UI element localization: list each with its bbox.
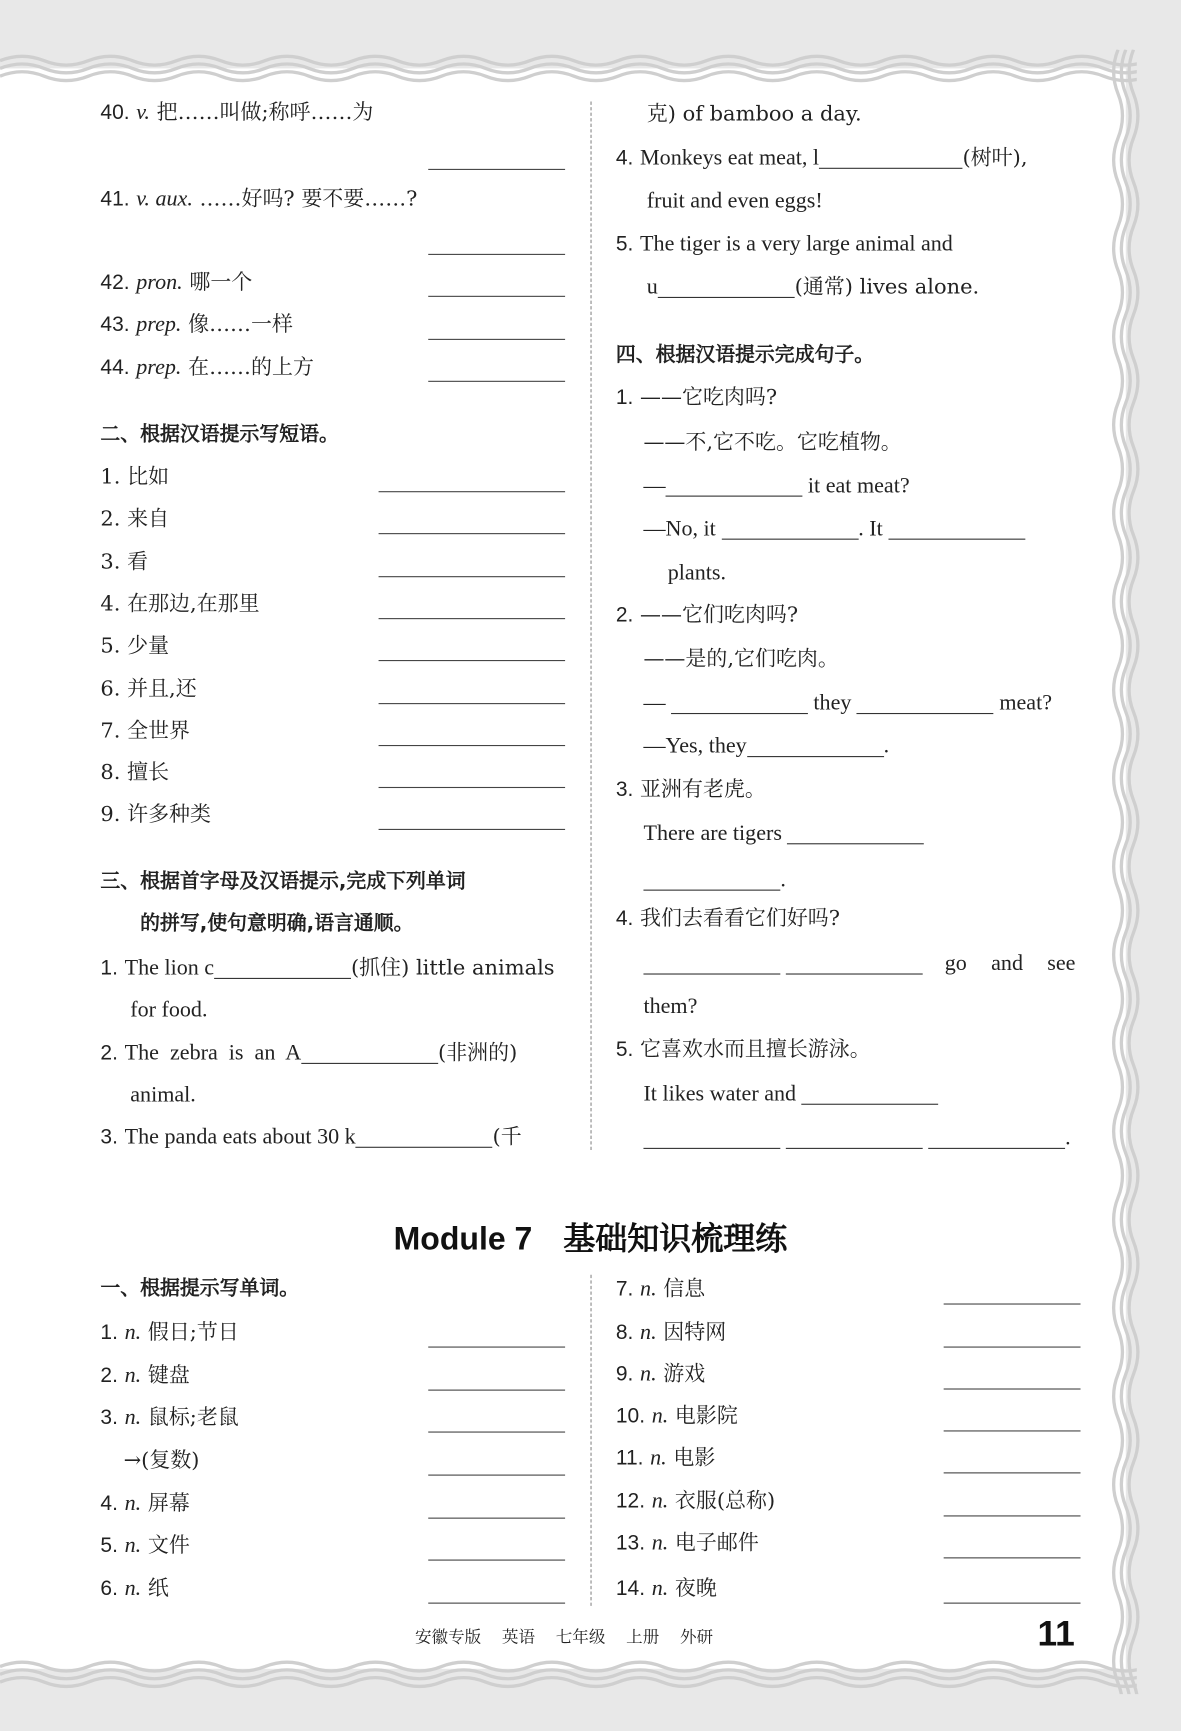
s5-line bbox=[643, 1125, 1070, 1151]
part-of-speech: n. bbox=[640, 1320, 657, 1345]
item-text: . bbox=[780, 867, 786, 892]
q5-cont bbox=[647, 274, 979, 300]
item-number: 5. bbox=[615, 1038, 634, 1062]
answer-blank[interactable] bbox=[379, 491, 566, 492]
answer-blank[interactable] bbox=[214, 956, 351, 979]
item-text: 电影 bbox=[673, 1445, 716, 1471]
answer-blank[interactable] bbox=[379, 703, 566, 704]
answer-blank[interactable] bbox=[428, 296, 565, 297]
item-text: 电影院 bbox=[674, 1403, 738, 1429]
answer-blank[interactable] bbox=[802, 1082, 939, 1105]
phrase-item: 4. 在那边,在那里 bbox=[100, 591, 260, 616]
item-text: — bbox=[643, 473, 666, 498]
part-of-speech: n. bbox=[640, 1276, 657, 1302]
item-text: 像……一样 bbox=[188, 312, 293, 337]
item-number: 3. bbox=[100, 1406, 118, 1430]
item-text: 在……的上方 bbox=[188, 355, 314, 380]
q5 bbox=[616, 231, 953, 259]
item-text: It likes water and bbox=[643, 1081, 797, 1106]
item-number: 44. bbox=[100, 356, 130, 380]
q4 bbox=[616, 145, 1028, 173]
item-text: plants. bbox=[667, 560, 726, 585]
item-number: 1. bbox=[100, 1321, 118, 1345]
phrase-item: 5. 少量 bbox=[100, 633, 170, 658]
answer-blank[interactable] bbox=[643, 951, 780, 974]
answer-blank[interactable] bbox=[658, 275, 795, 298]
item-text: —Yes, they bbox=[643, 733, 747, 759]
word-item bbox=[100, 1490, 189, 1518]
answer-blank[interactable] bbox=[379, 660, 566, 661]
item-number: 11. bbox=[615, 1446, 644, 1471]
s5-line bbox=[643, 1081, 938, 1107]
word-item bbox=[616, 1276, 705, 1304]
answer-blank[interactable] bbox=[819, 146, 962, 169]
item-text-cont: animal. bbox=[130, 1082, 196, 1108]
answer-blank[interactable] bbox=[428, 169, 565, 170]
part-of-speech: v. bbox=[136, 100, 150, 125]
item-number: 3. bbox=[615, 778, 634, 802]
item-number: 41. bbox=[100, 187, 130, 211]
item-number: 1. bbox=[100, 956, 118, 981]
item-number: 1. bbox=[615, 386, 634, 410]
item-text: 键盘 bbox=[147, 1363, 190, 1388]
item-text: and bbox=[991, 951, 1024, 976]
word-item bbox=[616, 1403, 738, 1431]
answer-blank[interactable] bbox=[928, 1126, 1065, 1149]
answer-blank[interactable] bbox=[428, 1560, 565, 1561]
answer-blank[interactable] bbox=[944, 1603, 1081, 1604]
answer-blank[interactable] bbox=[428, 1475, 565, 1476]
answer-blank[interactable] bbox=[356, 1125, 493, 1148]
module-title-cn: 基础知识梳理练 bbox=[563, 1221, 788, 1258]
item-text: them? bbox=[643, 994, 698, 1019]
answer-blank[interactable] bbox=[428, 1390, 565, 1391]
answer-blank[interactable] bbox=[428, 254, 565, 255]
section-2-header: 二、根据汉语提示写短语。 bbox=[100, 422, 339, 446]
item-number: 13. bbox=[615, 1531, 646, 1556]
item-text: →(复数) bbox=[123, 1448, 200, 1473]
part-of-speech: n. bbox=[124, 1491, 142, 1516]
answer-blank[interactable] bbox=[786, 1126, 923, 1149]
item-text-cont: for food. bbox=[130, 997, 208, 1023]
answer-blank[interactable] bbox=[379, 576, 566, 577]
item-text: u bbox=[646, 274, 658, 300]
s3-prompt bbox=[616, 776, 766, 804]
item-text: The zebra is an A bbox=[124, 1040, 302, 1066]
section-3-header-cont: 的拼写,使句意明确,语言通顺。 bbox=[140, 911, 414, 935]
item-number: 4. bbox=[615, 907, 634, 931]
answer-blank[interactable] bbox=[666, 473, 803, 496]
s4-line bbox=[643, 950, 1075, 976]
item-number: 3. bbox=[100, 1125, 118, 1149]
word-item bbox=[616, 1361, 705, 1389]
answer-blank[interactable] bbox=[786, 951, 923, 974]
item-text: go bbox=[944, 951, 967, 976]
phrase-item: 6. 并且,还 bbox=[100, 676, 197, 701]
answer-blank[interactable] bbox=[428, 339, 565, 340]
item-number: 6. bbox=[100, 1577, 118, 1601]
item-text: (通常) lives alone. bbox=[794, 274, 980, 300]
sec3-q3 bbox=[100, 1124, 521, 1152]
part-of-speech: n. bbox=[640, 1361, 657, 1387]
item-number: 42. bbox=[100, 271, 130, 295]
s3-line bbox=[643, 866, 785, 892]
s2-prompt bbox=[616, 602, 798, 630]
item-text: ——它吃肉吗? bbox=[640, 385, 778, 410]
s4-prompt bbox=[616, 905, 840, 933]
item-text: 文件 bbox=[147, 1533, 190, 1558]
part-of-speech: n. bbox=[124, 1533, 142, 1558]
answer-blank[interactable] bbox=[643, 868, 780, 891]
footer-info: 安徽专版 英语 七年级 上册 外研 bbox=[414, 1626, 714, 1647]
module-title bbox=[0, 1214, 1181, 1259]
item-text: 屏幕 bbox=[147, 1491, 190, 1516]
item-text: 把……叫做;称呼……为 bbox=[156, 100, 374, 125]
sec3-q2 bbox=[100, 1040, 517, 1068]
answer-blank[interactable] bbox=[379, 745, 566, 746]
item-text: (非洲的) bbox=[438, 1040, 518, 1066]
item-number: 40. bbox=[100, 101, 130, 125]
answer-blank[interactable] bbox=[379, 618, 566, 619]
item-text: 电子邮件 bbox=[674, 1530, 759, 1556]
answer-blank[interactable] bbox=[747, 734, 884, 757]
part-of-speech: n. bbox=[650, 1445, 667, 1471]
item-text: 假日;节日 bbox=[147, 1320, 239, 1345]
item-text: There are tigers bbox=[643, 821, 782, 846]
item-number: 2. bbox=[100, 1364, 118, 1388]
section-4-header: 四、根据汉语提示完成句子。 bbox=[615, 343, 875, 367]
answer-blank[interactable] bbox=[888, 517, 1025, 540]
bottom-wavy-border bbox=[0, 1656, 1137, 1700]
item-text: ……好吗? 要不要……? bbox=[199, 186, 418, 211]
part-of-speech: n. bbox=[651, 1576, 669, 1601]
answer-blank[interactable] bbox=[944, 1472, 1081, 1473]
right-wavy-border bbox=[1109, 50, 1142, 1695]
item-text: 鼠标;老鼠 bbox=[147, 1405, 239, 1430]
phrase-item: 2. 来自 bbox=[100, 506, 170, 531]
answer-blank[interactable] bbox=[944, 1557, 1081, 1558]
item-number: 12. bbox=[615, 1489, 646, 1514]
word-item bbox=[100, 1532, 189, 1560]
word-item bbox=[100, 1404, 238, 1432]
item-number: 2. bbox=[100, 1041, 118, 1066]
answer-blank[interactable] bbox=[944, 1388, 1081, 1389]
item-text: it eat meat? bbox=[807, 473, 910, 498]
item-text: see bbox=[1047, 951, 1076, 976]
phrase-item: 1. 比如 bbox=[100, 464, 170, 489]
item-text: 衣服(总称) bbox=[674, 1488, 776, 1514]
answer-blank[interactable] bbox=[379, 829, 566, 830]
item-text: 游戏 bbox=[663, 1361, 706, 1387]
phrase-item: 9. 许多种类 bbox=[100, 802, 211, 827]
item-text: . It bbox=[858, 516, 883, 541]
sec3-q1 bbox=[100, 955, 554, 983]
word-item bbox=[616, 1575, 717, 1603]
answer-blank[interactable] bbox=[944, 1430, 1081, 1431]
part-of-speech: n. bbox=[651, 1403, 669, 1429]
part-of-speech: n. bbox=[651, 1530, 669, 1556]
item-number: 4. bbox=[615, 146, 634, 170]
s1-prompt bbox=[616, 384, 777, 412]
q44 bbox=[100, 354, 314, 382]
part-of-speech: n. bbox=[124, 1576, 142, 1601]
word-item bbox=[616, 1445, 715, 1473]
answer-blank[interactable] bbox=[379, 533, 566, 534]
item-number: 4. bbox=[100, 1492, 118, 1516]
item-text: The lion c bbox=[124, 955, 215, 981]
s2-line bbox=[643, 733, 889, 759]
item-text: The tiger is a very large animal and bbox=[640, 231, 953, 257]
item-text: ——不,它不吃。它吃植物。 bbox=[643, 430, 902, 455]
item-text: they bbox=[813, 690, 852, 716]
item-text: Monkeys eat meat, l bbox=[640, 145, 820, 170]
answer-blank[interactable] bbox=[428, 1518, 565, 1519]
answer-blank[interactable] bbox=[944, 1347, 1081, 1348]
answer-blank[interactable] bbox=[671, 691, 808, 714]
s2-line bbox=[643, 690, 1052, 716]
part-of-speech: prep. bbox=[136, 355, 182, 380]
word-item bbox=[100, 1362, 189, 1390]
item-number: 8. bbox=[615, 1321, 634, 1345]
q40 bbox=[100, 99, 373, 127]
item-text-cont: 克) of bamboo a day. bbox=[646, 101, 862, 126]
word-item bbox=[100, 1575, 168, 1603]
q42 bbox=[100, 269, 252, 297]
word-item bbox=[616, 1488, 775, 1516]
section-3-header: 三、根据首字母及汉语提示,完成下列单词 bbox=[100, 869, 466, 893]
part-of-speech: pron. bbox=[136, 270, 183, 295]
item-text: ——是的,它们吃肉。 bbox=[643, 646, 839, 672]
column-divider bbox=[590, 1275, 591, 1606]
phrase-item: 7. 全世界 bbox=[100, 718, 191, 743]
word-item bbox=[100, 1319, 238, 1347]
item-text: ——它们吃肉吗? bbox=[640, 602, 799, 627]
item-number: 5. bbox=[100, 1534, 118, 1558]
part-of-speech: n. bbox=[124, 1405, 142, 1430]
q41 bbox=[100, 185, 417, 213]
word-item bbox=[124, 1447, 200, 1475]
item-text: (抓住) little animals bbox=[350, 955, 555, 981]
item-text: . bbox=[1065, 1125, 1071, 1151]
answer-blank[interactable] bbox=[428, 1347, 565, 1348]
answer-blank[interactable] bbox=[787, 821, 924, 844]
phrase-item: 3. 看 bbox=[100, 549, 149, 574]
part-of-speech: v. aux. bbox=[136, 186, 193, 211]
column-divider bbox=[590, 102, 591, 1151]
item-text-cont: fruit and even eggs! bbox=[646, 188, 823, 214]
item-number: 43. bbox=[100, 313, 130, 337]
item-text: (千 bbox=[492, 1124, 522, 1149]
top-wavy-border bbox=[0, 50, 1137, 94]
answer-blank[interactable] bbox=[428, 1431, 565, 1432]
answer-blank[interactable] bbox=[944, 1303, 1081, 1304]
item-text: — bbox=[643, 690, 666, 716]
answer-blank[interactable] bbox=[428, 381, 565, 382]
item-text: 信息 bbox=[663, 1276, 706, 1302]
module-title-en: Module 7 bbox=[393, 1221, 533, 1258]
item-text: meat? bbox=[999, 690, 1053, 716]
answer-blank[interactable] bbox=[379, 787, 566, 788]
answer-blank[interactable] bbox=[428, 1603, 565, 1604]
module-section-1-header: 一、根据提示写单词。 bbox=[100, 1276, 300, 1301]
item-number: 5. bbox=[615, 232, 634, 257]
item-number: 2. bbox=[615, 603, 634, 627]
s1-line bbox=[643, 472, 909, 498]
s5-prompt bbox=[616, 1036, 871, 1064]
answer-blank[interactable] bbox=[301, 1041, 438, 1064]
page-number: 11 bbox=[1037, 1613, 1075, 1654]
part-of-speech: n. bbox=[124, 1363, 142, 1388]
phrase-item: 8. 擅长 bbox=[100, 760, 170, 785]
part-of-speech: n. bbox=[124, 1320, 142, 1345]
answer-blank[interactable] bbox=[944, 1515, 1081, 1516]
s1-line bbox=[643, 515, 1025, 541]
item-number: 9. bbox=[615, 1363, 634, 1387]
item-text: 我们去看看它们好吗? bbox=[640, 906, 841, 931]
word-item bbox=[616, 1530, 759, 1558]
item-text: 夜晚 bbox=[674, 1576, 717, 1601]
q43 bbox=[100, 311, 293, 339]
word-item bbox=[616, 1319, 726, 1347]
item-text: The panda eats about 30 k bbox=[124, 1124, 356, 1149]
item-text: 它喜欢水而且擅长游泳。 bbox=[640, 1037, 871, 1062]
part-of-speech: n. bbox=[651, 1488, 669, 1514]
answer-blank[interactable] bbox=[857, 691, 994, 714]
item-text: (树叶), bbox=[962, 145, 1028, 170]
item-number: 10. bbox=[615, 1405, 646, 1429]
item-text: 亚洲有老虎。 bbox=[640, 777, 766, 802]
item-text: . bbox=[883, 733, 890, 759]
item-text: 纸 bbox=[147, 1576, 169, 1601]
s3-line bbox=[643, 820, 924, 846]
answer-blank[interactable] bbox=[643, 1126, 780, 1149]
item-number: 14. bbox=[615, 1577, 646, 1601]
answer-blank[interactable] bbox=[721, 517, 858, 540]
part-of-speech: prep. bbox=[136, 312, 182, 337]
item-text: 哪一个 bbox=[189, 270, 253, 295]
item-text: —No, it bbox=[643, 516, 716, 541]
item-text: 因特网 bbox=[663, 1320, 727, 1345]
item-number: 7. bbox=[615, 1278, 634, 1302]
